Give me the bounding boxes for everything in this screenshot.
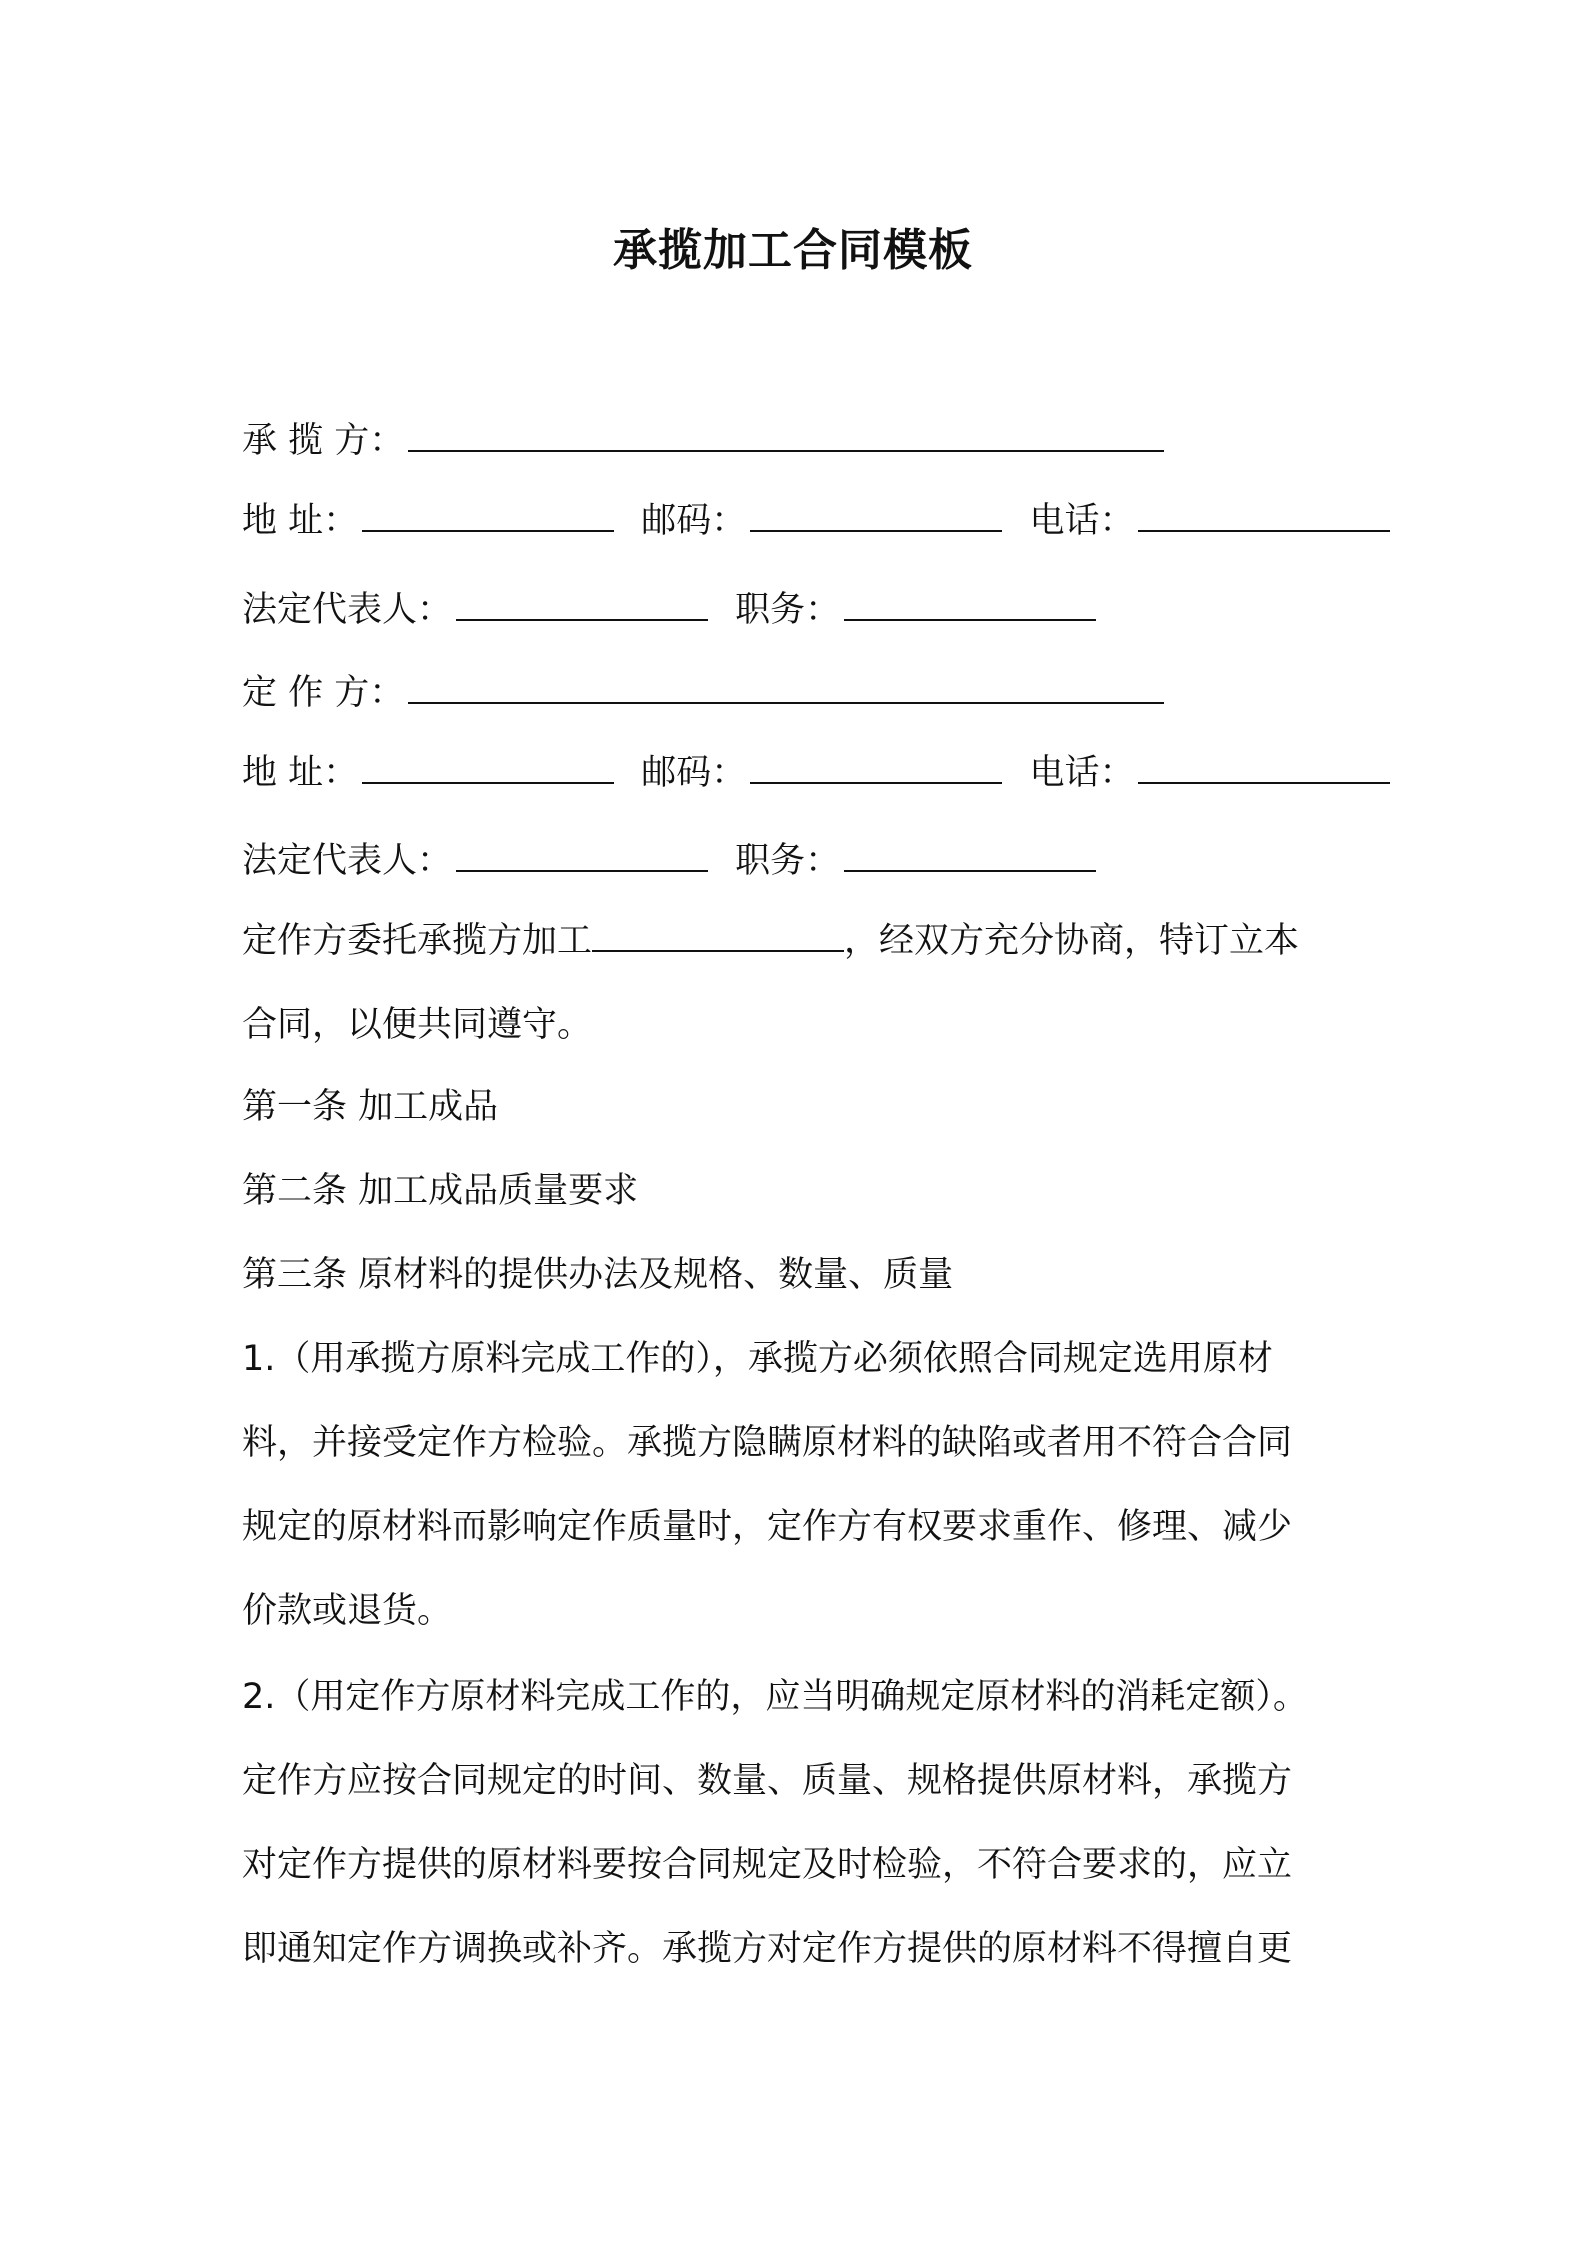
client-phone-field[interactable] [1138,754,1390,784]
client-rep-row [242,836,1100,886]
paragraph-line: 规定的原材料而影响定作质量时，定作方有权要求重作、修理、减少 [242,1507,1293,1547]
paragraph-line: 即通知定作方调换或补齐。承揽方对定作方提供的原材料不得擅自更 [242,1929,1293,1969]
processing-item-field[interactable] [592,922,844,952]
paragraph-line: 价款或退货。 [242,1591,453,1631]
client-position-field[interactable] [844,842,1096,872]
client-party-row [242,668,1168,718]
contractor-rep-label: 法定代表人： [242,590,453,630]
contractor-contact-row [242,496,1394,546]
client-address-label: 地 址： [242,753,359,793]
intro-text-part1: 定作方委托承揽方加工 [242,921,593,961]
client-position-label: 职务： [735,841,841,881]
client-contact-row [242,748,1394,798]
contractor-postcode-label: 邮码： [641,501,747,541]
client-rep-label: 法定代表人： [242,841,453,881]
intro-line-2: 合同，以便共同遵守。 [242,1005,593,1045]
contractor-party-label: 承 揽 方： [242,421,405,461]
paragraph-line: 2.（用定作方原材料完成工作的，应当明确规定原材料的消耗定额）。 [242,1677,1308,1717]
client-address-field[interactable] [362,754,614,784]
client-postcode-label: 邮码： [641,753,747,793]
paragraph-line: 1.（用承揽方原料完成工作的），承揽方必须依照合同规定选用原材 [242,1339,1273,1379]
client-rep-field[interactable] [456,842,708,872]
intro-text-part2: ，经双方充分协商，特订立本 [844,921,1300,961]
contractor-position-label: 职务： [735,590,841,630]
contractor-address-field[interactable] [362,502,614,532]
contractor-rep-field[interactable] [456,591,708,621]
paragraph-line: 料，并接受定作方检验。承揽方隐瞒原材料的缺陷或者用不符合合同 [242,1423,1293,1463]
contractor-party-row [242,416,1168,466]
contractor-phone-label: 电话： [1029,501,1135,541]
client-name-field[interactable] [408,674,1164,704]
article-2: 第二条 加工成品质量要求 [242,1171,639,1211]
contractor-phone-field[interactable] [1138,502,1390,532]
client-party-label: 定 作 方： [242,673,405,713]
intro-line-1 [242,916,1299,966]
contractor-position-field[interactable] [844,591,1096,621]
article-3: 第三条 原材料的提供办法及规格、数量、质量 [242,1255,954,1295]
contractor-rep-row [242,585,1100,635]
contractor-address-label: 地 址： [242,501,359,541]
contractor-postcode-field[interactable] [750,502,1002,532]
paragraph-line: 定作方应按合同规定的时间、数量、质量、规格提供原材料，承揽方 [242,1761,1293,1801]
client-postcode-field[interactable] [750,754,1002,784]
contractor-name-field[interactable] [408,422,1164,452]
client-phone-label: 电话： [1029,753,1135,793]
paragraph-line: 对定作方提供的原材料要按合同规定及时检验，不符合要求的，应立 [242,1845,1293,1885]
document-title: 承揽加工合同模板 [613,225,973,276]
article-1: 第一条 加工成品 [242,1087,499,1127]
